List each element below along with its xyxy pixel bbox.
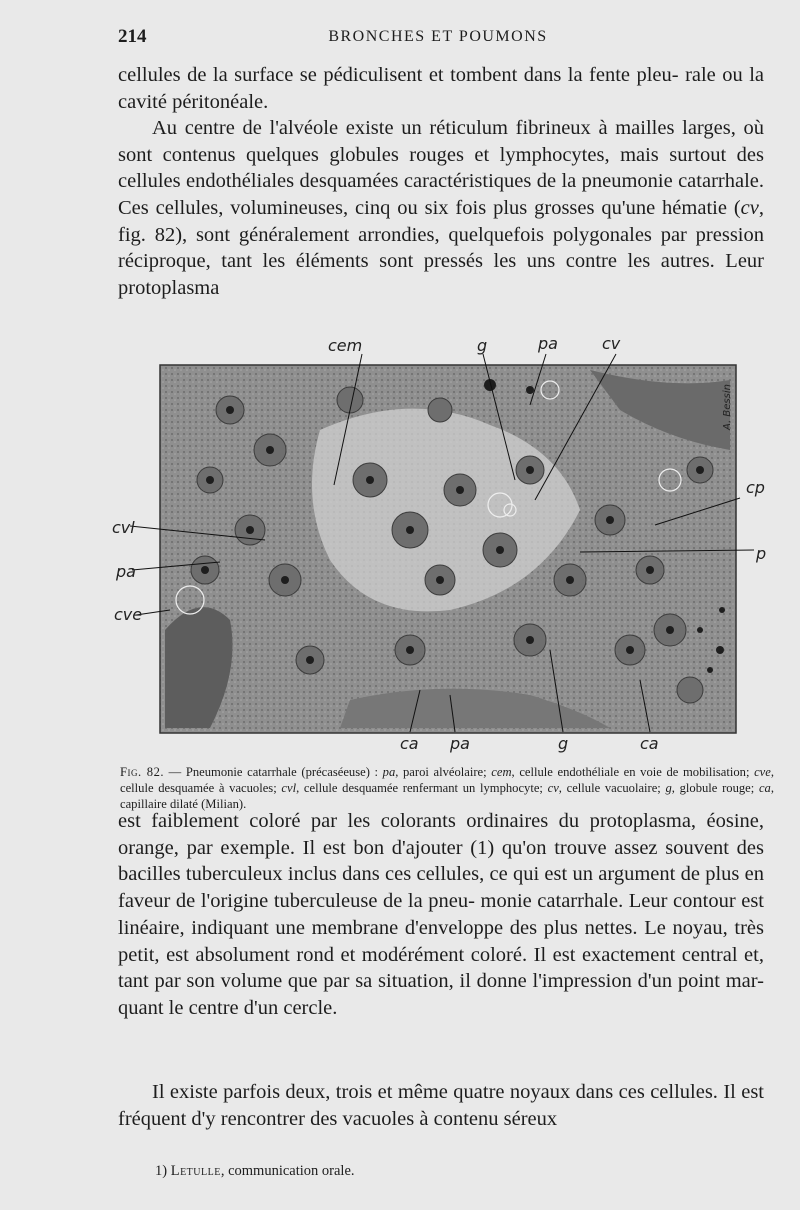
text-line: volume que par sa situation, il donne l'impression d'un point mar- (220, 970, 765, 993)
paragraph-1 (118, 62, 764, 301)
label-cp: cp (746, 478, 765, 497)
label-p: p (756, 544, 767, 563)
text-line: arrondies, quelquefois polygonales par pression réciproque, tant les (118, 223, 765, 273)
text-line: Au centre de l'alvéole existe un réticulum fibrineux à mailles (152, 117, 675, 140)
text-line: quant le centre d'un cercle. (118, 996, 338, 1019)
label-ca-bottom-left: ca (400, 734, 419, 753)
footnote-marker: 1) (155, 1163, 171, 1179)
label-cv: cv (602, 334, 621, 353)
label-g-top: g (477, 336, 488, 355)
running-title: BRONCHES ET POUMONS (328, 28, 548, 45)
label-ca-bottom-right: ca (640, 734, 659, 753)
figure-caption: Fig. 82. — Pneumonie catarrhale (précaséeuse) : pa, paroi alvéolaire; cem, cellule endothéliale en voie de mobilisation; cve, cellule desquamée à vacuoles; cvl, cellule desquamée renfermant un lymphocyte; cv, cellule vacuolaire; g, globule rouge; ca, capillaire dilaté (Milian). (120, 765, 774, 811)
text-line: rale ou la cavité péritonéale. (118, 64, 765, 113)
label-pa-left: pa (116, 562, 136, 581)
text-line: de la pneumonie catarrhale. Ces cellules, volumineuses, cinq ou six (118, 170, 764, 219)
label-pa-bottom: pa (450, 734, 470, 753)
label-g-bottom: g (558, 734, 569, 753)
text-line: éosine, orange, par exemple. Il est bon d'ajouter (1) qu'on trouve assez (118, 810, 764, 859)
text-line: éléments sont pressés les uns contre les autres. Leur protoplasma (118, 250, 764, 299)
paragraph-2 (118, 808, 764, 1022)
text-line: , fig. 82), sont généralement (118, 196, 764, 246)
text-line: mais surtout des cellules endothéliales desquamées caractéristiques (118, 143, 765, 193)
paragraph-3 (118, 1079, 764, 1132)
inline-abbr: cv (740, 196, 759, 219)
text-line: Il existe parfois deux, trois et même quatre noyaux dans ces (152, 1081, 645, 1103)
footnote-author: Letulle (170, 1163, 221, 1179)
text-line: larges, où sont contenus quelques globules rouges et lymphocytes, (118, 117, 765, 166)
label-cem: cem (328, 336, 363, 355)
text-line: un argument de plus en faveur de l'origine tuberculeuse de la pneu- (118, 863, 765, 913)
text-line: cellules de la surface se pédiculisent et tombent dans la fente pleu- (118, 64, 679, 86)
text-line: d'enveloppe des plus nettes. Le noyau, très petit, est absolument (118, 916, 764, 966)
label-cvl: cvl (112, 518, 135, 537)
page-number: 214 (118, 26, 147, 47)
text-line: rond et modérément coloré. Il est exactement central et, tant par son (118, 943, 764, 993)
text-line: souvent des bacilles tuberculeux inclus dans ces cellules, ce qui est (118, 836, 765, 886)
running-head (118, 26, 758, 50)
artist-signature: A. Bessin (722, 384, 733, 430)
histology-illustration (110, 330, 770, 760)
footnote (155, 1163, 355, 1180)
figure-82 (110, 330, 770, 760)
text-line: fois plus grosses qu'une hématie ( (455, 196, 741, 219)
caption-fig-number: Fig. 82. (120, 765, 165, 779)
label-cve: cve (114, 605, 143, 624)
label-pa-top: pa (538, 334, 558, 353)
text-line: est faiblement coloré par les colorants ordinaires du protoplasma, (118, 810, 697, 832)
footnote-text: , communication orale. (220, 1163, 355, 1179)
text-line: cellules. Il est fréquent d'y rencontrer des vacuoles à contenu séreux (118, 1081, 764, 1130)
text-line: monie catarrhale. Leur contour est linéaire, indiquant une membrane (118, 890, 764, 939)
